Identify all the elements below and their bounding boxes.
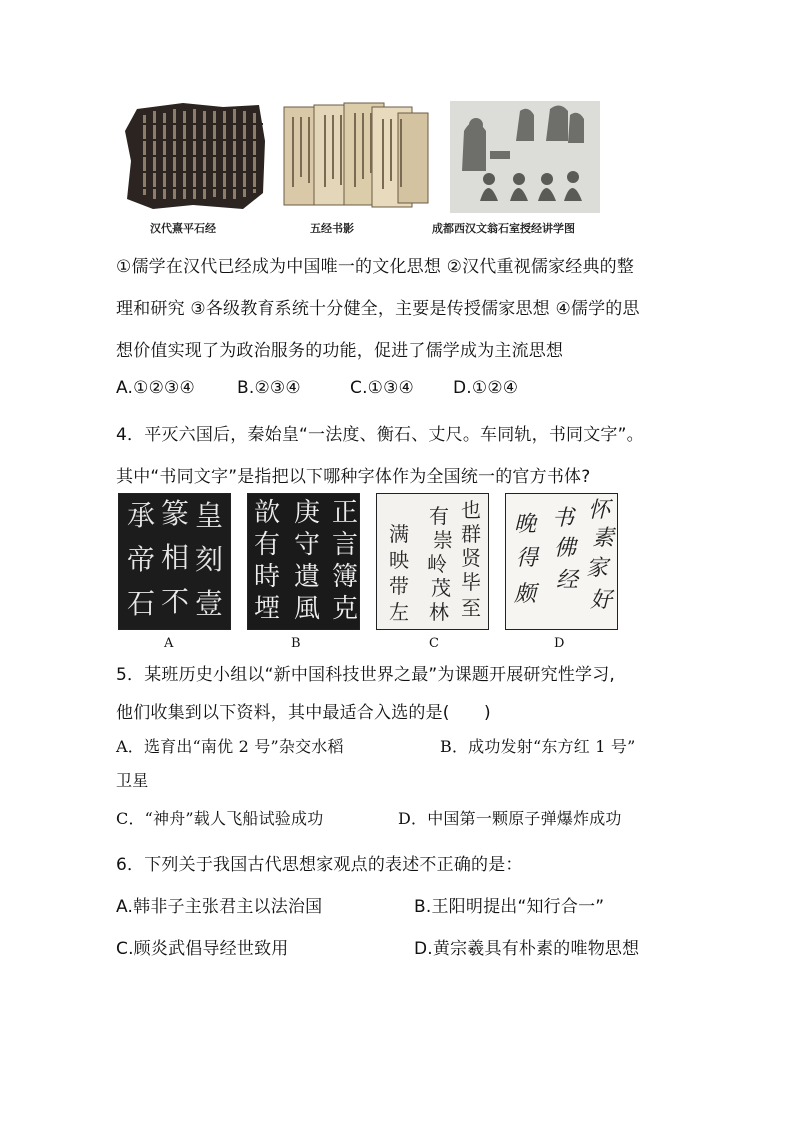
- glyph: 好: [590, 588, 613, 613]
- script-image-d: [505, 493, 618, 630]
- q3-statement-line-1: ①儒学在汉代已经成为中国唯一的文化思想 ②汉代重视儒家经典的整: [116, 257, 635, 277]
- glyph: 晚: [514, 512, 537, 537]
- glyph: 茂: [431, 576, 451, 600]
- glyph: 庚: [294, 498, 321, 528]
- glyph: 石: [127, 587, 156, 620]
- script-label-b: B: [291, 636, 301, 651]
- q6-stem: 6．下列关于我国古代思想家观点的表述不正确的是：: [116, 855, 523, 875]
- q5-stem-line-2: 他们收集到以下资料，其中最适合入选的是( ): [116, 703, 491, 723]
- q4-stem-line-1: 4．平灭六国后，秦始皇“一法度、衡石、丈尺。车同轨，书同文字”。: [116, 425, 644, 445]
- glyph: 贤: [461, 546, 481, 570]
- glyph: 家: [586, 556, 609, 581]
- glyph: 言: [332, 530, 359, 560]
- glyph: 素: [592, 526, 615, 551]
- glyph: 岭: [427, 552, 447, 576]
- glyph: 满: [389, 522, 409, 546]
- q6-option-b: B.王阳明提出“知行合一”: [414, 897, 605, 917]
- q3-option-a: A.①②③④: [116, 378, 195, 398]
- script-label-c: C: [429, 636, 439, 651]
- glyph: 有: [429, 504, 449, 528]
- stone-classic-image: [123, 101, 269, 213]
- glyph: 也: [461, 498, 481, 522]
- q3-option-c: C.①③④: [350, 378, 414, 398]
- glyph: 帝: [127, 543, 156, 576]
- glyph: 歆: [254, 498, 281, 528]
- q5-option-b: B．成功发射“东方红 1 号”: [440, 737, 636, 756]
- q3-statement-line-3: 想价值实现了为政治服务的功能，促进了儒学成为主流思想: [116, 341, 564, 361]
- five-classics-books-image: [280, 101, 432, 213]
- q6-option-a: A.韩非子主张君主以法治国: [116, 897, 323, 917]
- glyph: 不: [161, 585, 190, 618]
- glyph: 有: [254, 530, 281, 560]
- glyph: 簿: [332, 562, 359, 592]
- glyph: 遺: [294, 562, 321, 592]
- glyph: 壹: [195, 587, 224, 620]
- script-label-d: D: [554, 636, 565, 651]
- script-label-a: A: [164, 636, 174, 651]
- glyph: 刻: [195, 543, 224, 576]
- q6-option-c: C.顾炎武倡导经世致用: [116, 939, 289, 959]
- q4-stem-line-2: 其中“书同文字”是指把以下哪种字体作为全国统一的官方书体?: [116, 467, 591, 487]
- script-image-a: [118, 493, 231, 630]
- q5-stem-line-1: 5．某班历史小组以“新中国科技世界之最”为课题开展研究性学习,: [116, 665, 616, 685]
- glyph: 正: [332, 498, 359, 528]
- glyph: 至: [461, 596, 481, 620]
- glyph: 毕: [461, 570, 481, 594]
- glyph: 克: [332, 594, 359, 624]
- q3-option-d: D.①②④: [453, 378, 519, 398]
- glyph: 相: [161, 541, 190, 574]
- script-image-c: [376, 493, 489, 630]
- glyph: 佛: [554, 536, 577, 561]
- glyph: 堙: [254, 594, 281, 624]
- lecture-scene-image: [450, 101, 600, 213]
- caption-lecture-scene: 成都西汉文翁石室授经讲学图: [432, 222, 575, 235]
- glyph: 風: [294, 594, 321, 624]
- glyph: 崇: [433, 528, 453, 552]
- glyph: 得: [516, 546, 539, 571]
- q5-option-d: D．中国第一颗原子弹爆炸成功: [398, 809, 622, 828]
- glyph: 皇: [195, 499, 224, 532]
- glyph: 怀: [588, 498, 611, 523]
- glyph: 左: [389, 600, 409, 624]
- q5-option-c: C．“神舟”载人飞船试验成功: [116, 809, 324, 828]
- q6-option-d: D.黄宗羲具有朴素的唯物思想: [414, 939, 640, 959]
- glyph: 承: [127, 499, 156, 532]
- q3-option-b: B.②③④: [237, 378, 301, 398]
- script-image-b: [247, 493, 360, 630]
- q5-option-a: A．选育出“南优 2 号”杂交水稻: [116, 737, 344, 756]
- glyph: 书: [552, 506, 575, 531]
- glyph: 带: [389, 574, 409, 598]
- glyph: 林: [429, 600, 449, 624]
- q3-statement-line-2: 理和研究 ③各级教育系统十分健全，主要是传授儒家思想 ④儒学的思: [116, 299, 640, 319]
- glyph: 守: [294, 530, 321, 560]
- glyph: 篆: [161, 497, 190, 530]
- caption-stone-classic: 汉代熹平石经: [150, 222, 216, 235]
- caption-five-classics: 五经书影: [310, 222, 354, 235]
- glyph: 经: [556, 568, 579, 593]
- glyph: 時: [254, 562, 281, 592]
- glyph: 映: [389, 548, 409, 572]
- q5-option-b-continued: 卫星: [116, 771, 149, 790]
- glyph: 群: [461, 522, 481, 546]
- glyph: 颇: [514, 582, 537, 607]
